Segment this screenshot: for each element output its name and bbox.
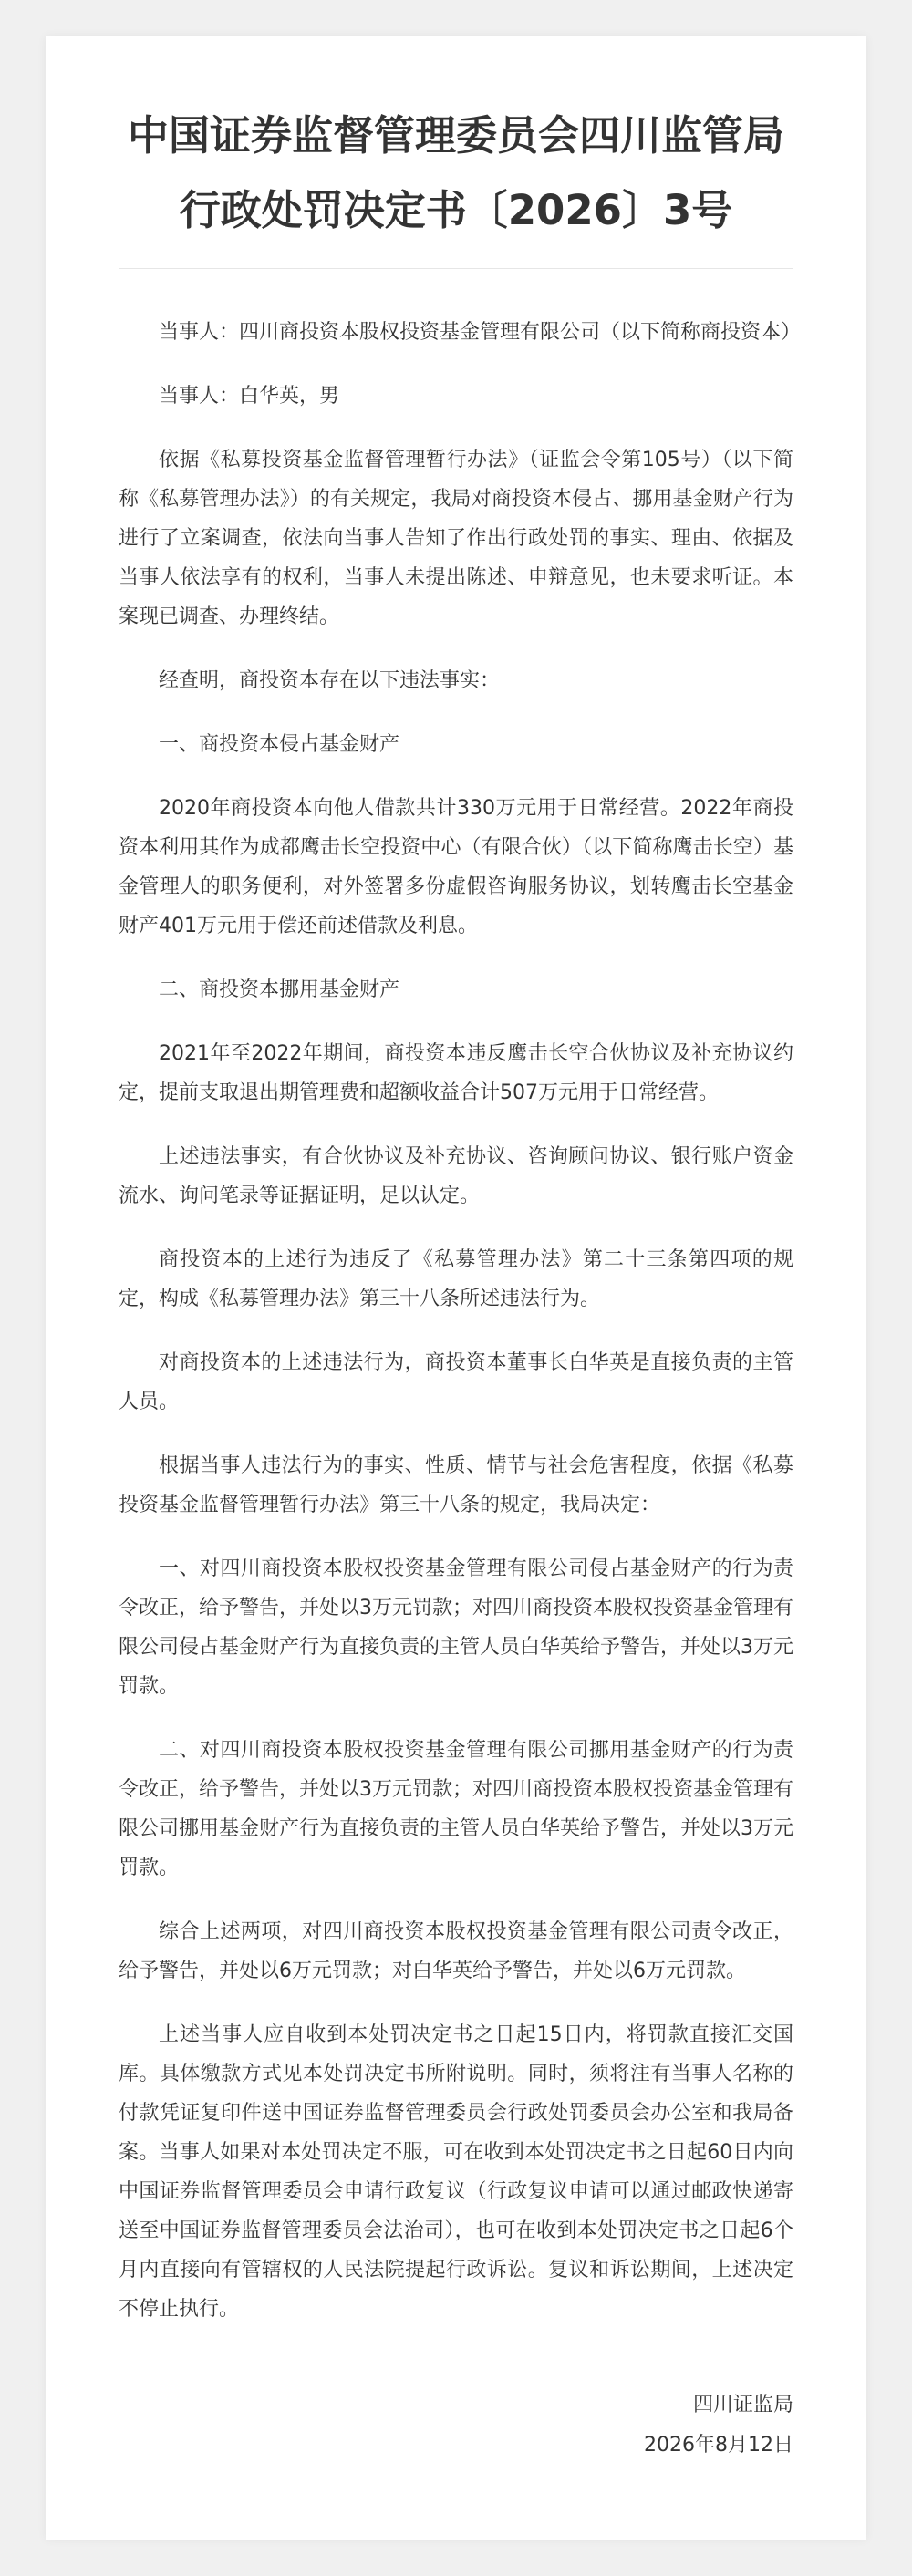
document-card bbox=[46, 36, 866, 2540]
paragraph-section-2: 2021年至2022年期间，商投资本违反鹰击长空合伙协议及补充协议约定，提前支取退出期管理费和超额收益合计507万元用于日常经营。 bbox=[119, 1042, 793, 1104]
paragraph-decision-basis: 根据当事人违法行为的事实、性质、情节与社会危害程度，依据《私募投资基金监督管理暂行办法》第三十八条的规定，我局决定： bbox=[119, 1454, 793, 1516]
paragraph-party-person: 当事人：白华英，男 bbox=[159, 385, 340, 408]
document-body bbox=[119, 313, 802, 2329]
paragraph-findings-intro: 经查明，商投资本存在以下违法事实： bbox=[159, 669, 501, 692]
paragraph-violation: 商投资本的上述行为违反了《私募管理办法》第二十三条第四项的规定，构成《私募管理办法》第三十八条所述违法行为。 bbox=[119, 1248, 793, 1310]
paragraph-evidence: 上述违法事实，有合伙协议及补充协议、咨询顾问协议、银行账户资金流水、询问笔录等证据证明，足以认定。 bbox=[119, 1145, 793, 1207]
paragraph-responsible-person: 对商投资本的上述违法行为，商投资本董事长白华英是直接负责的主管人员。 bbox=[119, 1351, 793, 1413]
paragraph-decision-1: 一、对四川商投资本股权投资基金管理有限公司侵占基金财产的行为责令改正，给予警告，并处以3万元罚款；对四川商投资本股权投资基金管理有限公司侵占基金财产行为直接负责的主管人员白华英给予警告，并处以3万元罚款。 bbox=[119, 1557, 793, 1698]
document-title bbox=[119, 98, 793, 248]
paragraph-payment-and-appeal: 上述当事人应自收到本处罚决定书之日起15日内，将罚款直接汇交国库。具体缴款方式见本处罚决定书所附说明。同时，须将注有当事人名称的付款凭证复印件送中国证券监督管理委员会行政处罚委员会办公室和我局备案。当事人如果对本处罚决定不服，可在收到本处罚决定书之日起60日内向中国证券监督管理委员会申请行政复议（行政复议申请可以通过邮政快递寄送至中国证券监督管理委员会法治司），也可在收到本处罚决定书之日起6个月内直接向有管辖权的人民法院提起行政诉讼。复议和诉讼期间，上述决定不停止执行。 bbox=[119, 2023, 793, 2321]
heading-section-1: 一、商投资本侵占基金财产 bbox=[159, 733, 400, 756]
title-line-1: 中国证券监督管理委员会四川监管局 bbox=[127, 111, 784, 160]
paragraph-section-1: 2020年商投资本向他人借款共计330万元用于日常经营。2022年商投资本利用其作为成都鹰击长空投资中心（有限合伙）（以下简称鹰击长空）基金管理人的职务便利，对外签署多份虚假咨询服务协议，划转鹰击长空基金财产401万元用于偿还前述借款及利息。 bbox=[119, 797, 793, 937]
paragraph-party-company: 当事人：四川商投资本股权投资基金管理有限公司（以下简称商投资本） bbox=[159, 321, 802, 344]
title-line-2: 行政处罚决定书〔2026〕3号 bbox=[179, 186, 733, 234]
paragraph-decision-2: 二、对四川商投资本股权投资基金管理有限公司挪用基金财产的行为责令改正，给予警告，并处以3万元罚款；对四川商投资本股权投资基金管理有限公司挪用基金财产行为直接负责的主管人员白华英给予警告，并处以3万元罚款。 bbox=[119, 1739, 793, 1879]
paragraph-decision-summary: 综合上述两项，对四川商投资本股权投资基金管理有限公司责令改正，给予警告，并处以6万元罚款；对白华英给予警告，并处以6万元罚款。 bbox=[119, 1920, 793, 1982]
paragraph-basis: 依据《私募投资基金监督管理暂行办法》（证监会令第105号）（以下简称《私募管理办法》）的有关规定，我局对商投资本侵占、挪用基金财产行为进行了立案调查，依法向当事人告知了作出行政处罚的事实、理由、依据及当事人依法享有的权利，当事人未提出陈述、申辩意见，也未要求听证。本案现已调查、办理终结。 bbox=[119, 449, 793, 628]
heading-section-2: 二、商投资本挪用基金财产 bbox=[159, 978, 400, 1001]
signature-block bbox=[119, 2385, 793, 2466]
signature-org: 四川证监局 bbox=[692, 2394, 793, 2416]
title-divider bbox=[119, 268, 793, 269]
signature-date: 2026年8月12日 bbox=[644, 2434, 793, 2457]
